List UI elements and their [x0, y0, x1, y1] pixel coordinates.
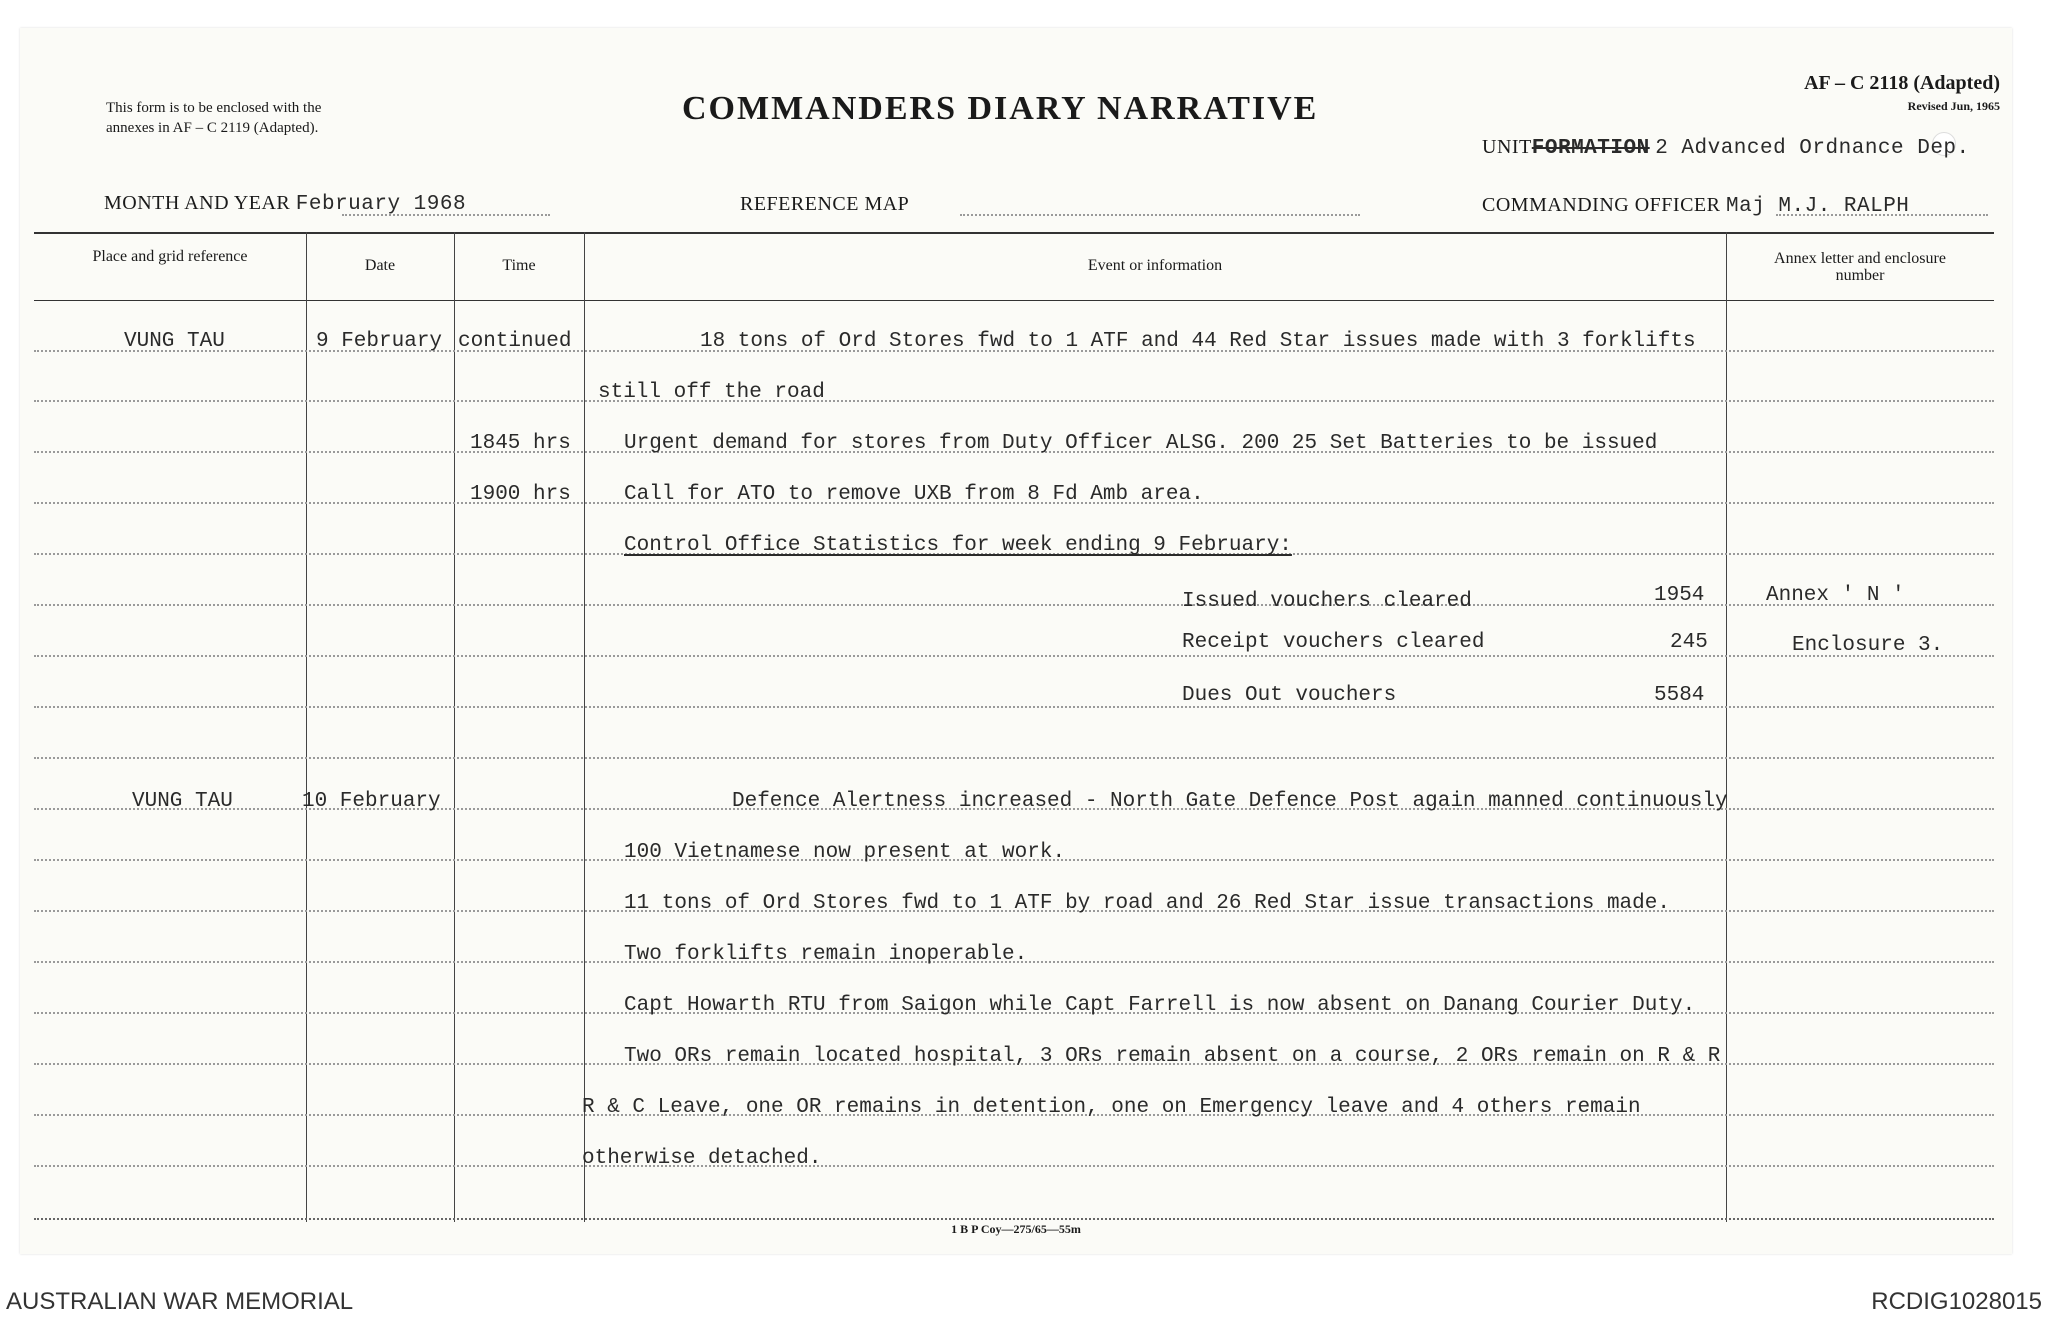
- enclosure-note: [106, 98, 321, 138]
- statistics-heading: Control Office Statistics for week ending 9 February:: [624, 534, 1292, 557]
- commanding-officer-dotted-line: [1776, 214, 1988, 216]
- entry-time: 1845 hrs: [470, 432, 571, 455]
- enclosure-reference: Enclosure 3.: [1792, 634, 1944, 657]
- entry-event-line: 11 tons of Ord Stores fwd to 1 ATF by road and 26 Red Star issue transactions made.: [624, 892, 1670, 915]
- enclosure-note-line1: This form is to be enclosed with the: [106, 100, 322, 116]
- entry-event-line: 18 tons of Ord Stores fwd to 1 ATF and 44 Red Star issues made with 3 forklifts: [700, 330, 1696, 353]
- entry-date: 10 February: [302, 790, 441, 813]
- entry-event-line: otherwise detached.: [582, 1147, 822, 1170]
- archive-reference-number: RCDIG1028015: [1871, 1288, 2042, 1315]
- month-year-label: MONTH AND YEAR: [104, 192, 291, 214]
- reference-map-dotted-line: [960, 214, 1360, 216]
- column-header-time: Time: [502, 257, 536, 274]
- table-bottom-rule: [34, 1218, 1994, 1220]
- column-divider-event: [584, 232, 585, 1222]
- entry-time: continued: [458, 330, 572, 353]
- entry-date: 9 February: [316, 330, 443, 353]
- entry-event-line: 100 Vietnamese now present at work.: [624, 841, 1066, 864]
- enclosure-note-line2: annexes in AF – C 2119 (Adapted).: [106, 120, 319, 136]
- statistic-label: Dues Out vouchers: [1182, 684, 1397, 707]
- unit-field: [1482, 136, 1970, 160]
- month-year-value: February 1968: [295, 193, 467, 216]
- diary-form-sheet: [20, 28, 2012, 1254]
- reference-map-label: REFERENCE MAP: [740, 193, 910, 215]
- entry-event-line: Urgent demand for stores from Duty Officer ALSG. 200 25 Set Batteries to be issued: [624, 432, 1658, 455]
- statistic-label: Issued vouchers cleared: [1182, 590, 1472, 613]
- entry-place: VUNG TAU: [124, 330, 225, 353]
- entry-event-line: Two ORs remain located hospital, 3 ORs remain absent on a course, 2 ORs remain on R & R: [624, 1045, 1721, 1068]
- archive-credit: AUSTRALIAN WAR MEMORIAL: [6, 1288, 354, 1315]
- column-header-place: Place and grid reference: [92, 248, 248, 265]
- column-header-event: Event or information: [1087, 257, 1223, 274]
- entry-time: 1900 hrs: [470, 483, 571, 506]
- printer-imprint: 1 B P Coy—275/65—55m: [951, 1222, 1081, 1236]
- unit-label: UNIT: [1482, 136, 1532, 158]
- column-header-date: Date: [364, 257, 396, 274]
- statistic-label: Receipt vouchers cleared: [1182, 631, 1485, 654]
- column-divider-annex: [1726, 232, 1727, 1222]
- column-divider-time: [454, 232, 455, 1222]
- entry-event-line: R & C Leave, one OR remains in detention, one on Emergency leave and 4 others remain: [582, 1096, 1641, 1119]
- annex-reference: Annex ' N ': [1766, 584, 1905, 607]
- table-header-border: [34, 300, 1994, 301]
- row-rule: [34, 400, 1994, 402]
- entry-event-line: Capt Howarth RTU from Saigon while Capt Farrell is now absent on Danang Courier Duty.: [624, 994, 1696, 1017]
- row-rule: [34, 655, 1994, 657]
- month-year-dotted-line: [342, 214, 550, 216]
- month-year-field: [104, 192, 466, 216]
- row-rule: [34, 757, 1994, 759]
- entry-event-line: Defence Alertness increased - North Gate Defence Post again manned continuously: [732, 790, 1728, 813]
- commanding-officer-value: Maj M.J. RALPH: [1725, 195, 1910, 218]
- entry-event-line: Two forklifts remain inoperable.: [624, 943, 1028, 966]
- column-header-annex: Annex letter and enclosure number: [1774, 250, 1946, 284]
- statistic-value: 1954: [1654, 584, 1705, 607]
- form-title: COMMANDERS DIARY NARRATIVE: [682, 90, 1319, 127]
- revised-date: Revised Jun, 1965: [1907, 99, 2000, 113]
- row-rule: [34, 1165, 1994, 1167]
- commanding-officer-label: COMMANDING OFFICER: [1482, 194, 1721, 216]
- unit-struck-word: FORMATION: [1531, 137, 1650, 160]
- column-divider-date: [306, 232, 307, 1222]
- entry-place: VUNG TAU: [132, 790, 233, 813]
- form-number: AF – C 2118 (Adapted): [1804, 72, 2000, 94]
- entry-event-line: Call for ATO to remove UXB from 8 Fd Amb area.: [624, 483, 1204, 506]
- unit-value: 2 Advanced Ordnance Dep.: [1655, 137, 1970, 160]
- table-top-border: [34, 232, 1994, 234]
- statistic-value: 5584: [1654, 684, 1705, 707]
- entry-event-line: still off the road: [598, 381, 825, 404]
- statistic-value: 245: [1670, 631, 1708, 654]
